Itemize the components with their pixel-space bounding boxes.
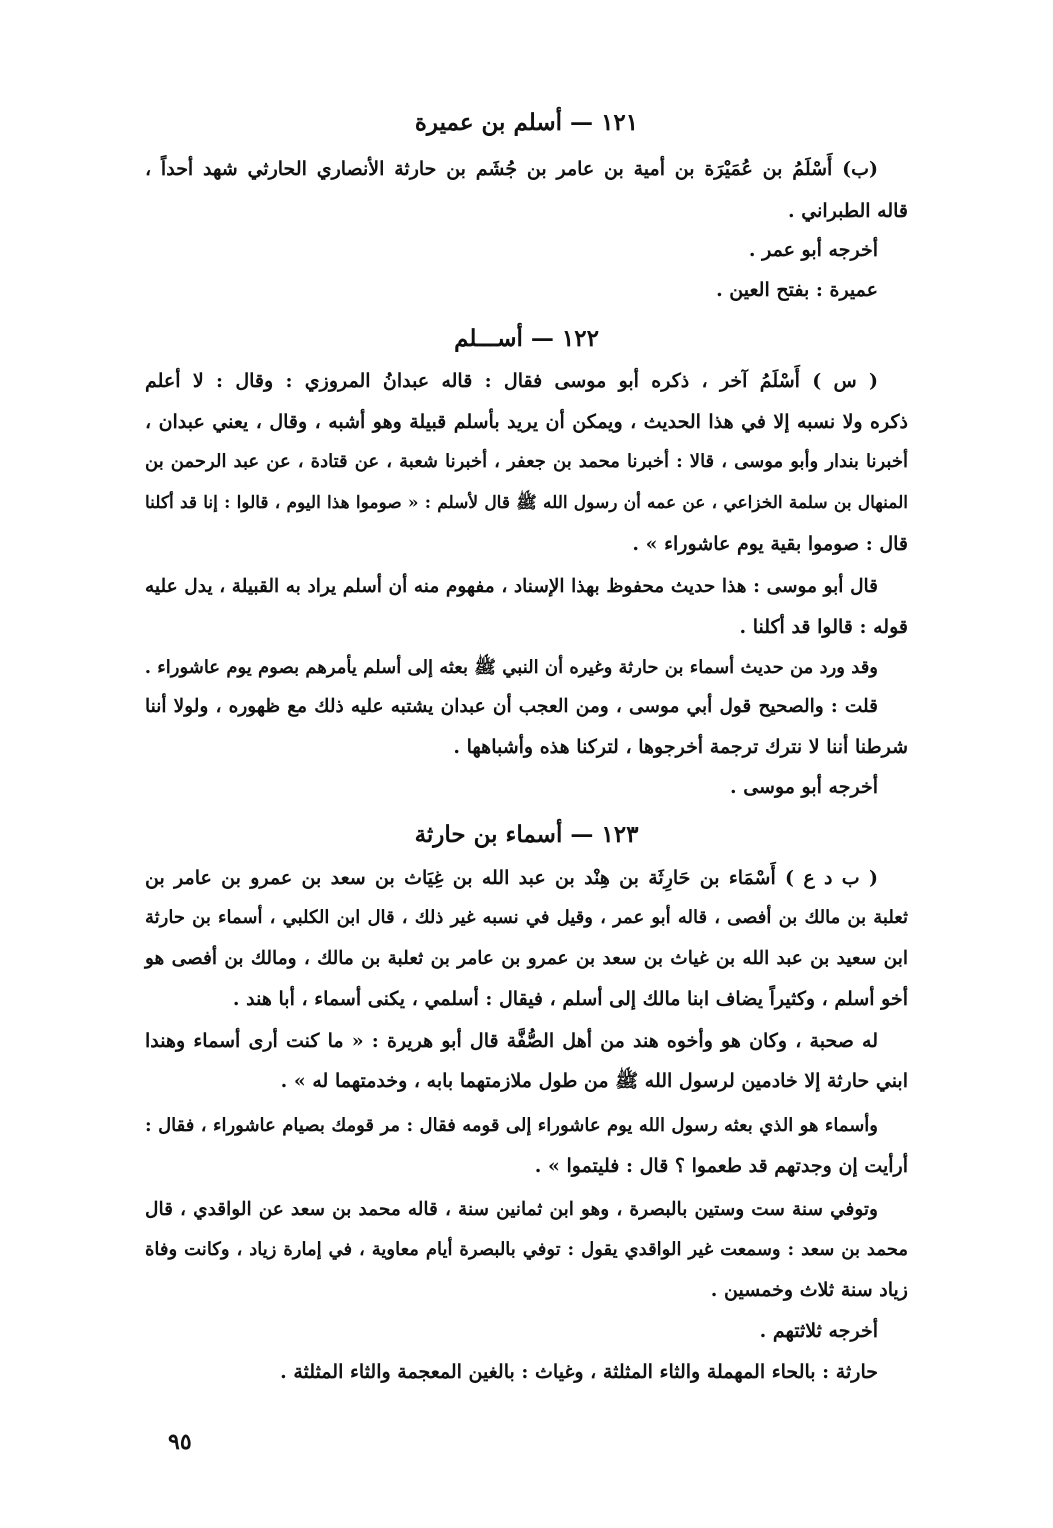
entry-title-123: ١٢٣ — أسماء بن حارثة bbox=[414, 821, 639, 848]
entry-122-line-10: شرطنا أننا لا نترك ترجمة أخرجوها ، لتركنا هذه وأشباهها . bbox=[453, 736, 908, 758]
page-number: ٩٥ bbox=[168, 1429, 192, 1455]
entry-122-line-8: وقد ورد من حديث أسماء بن حارثة وغيره أن النبي ﷺ بعثه إلى أسلم يأمرهم بصوم يوم عاشوراء . bbox=[144, 657, 878, 678]
entry-122-line-11: أخرجه أبو موسى . bbox=[729, 776, 878, 798]
entry-123-line-11: زياد سنة ثلاث وخمسين . bbox=[710, 1279, 908, 1301]
entry-123-line-3: ابن سعيد بن عبد الله بن غياث بن سعد بن عمرو بن عامر بن ثعلبة بن مالك ، ومالك بن أفصى هو bbox=[145, 948, 908, 969]
entry-122-line-9: قلت : والصحيح قول أبي موسى ، ومن العجب أن عبدان يشتبه عليه ذلك مع ظهوره ، ولولا أننا bbox=[145, 696, 878, 717]
entry-122-line-1: ( س ) أَسْلَمُ آخر ، ذكره أبو موسى فقال : قاله عبدانُ المروزي : وقال : لا أعلم bbox=[145, 370, 878, 392]
entry-122-line-2: ذكره ولا نسبه إلا في هذا الحديث ، ويمكن أن يريد بأسلم قبيلة وهو أشبه ، وقال ، يعني عبدان ، bbox=[145, 411, 908, 433]
entry-123-line-2: ثعلبة بن مالك بن أفصى ، قاله أبو عمر ، وقيل في نسبه غير ذلك ، قال ابن الكلبي ، أسماء بن حارثة bbox=[145, 907, 908, 928]
entry-123-line-12: أخرجه ثلاثتهم . bbox=[759, 1320, 878, 1342]
entry-title-122: ١٢٢ — أســـلم bbox=[454, 325, 599, 352]
entry-title-121: ١٢١ — أسلم بن عميرة bbox=[414, 109, 639, 136]
entry-123-line-6: ابني حارثة إلا خادمين لرسول الله ﷺ من طول ملازمتهما بابه ، وخدمتهما له » . bbox=[280, 1070, 908, 1092]
entry-123-line-13: حارثة : بالحاء المهملة والثاء المثلثة ، وغياث : بالغين المعجمة والثاء المثلثة . bbox=[280, 1361, 878, 1383]
entry-121-line-3: أخرجه أبو عمر . bbox=[748, 239, 878, 261]
entry-122-line-6: قال أبو موسى : هذا حديث محفوظ بهذا الإسناد ، مفهوم منه أن أسلم يراد به القبيلة ، يدل عليه bbox=[145, 576, 878, 597]
entry-123-line-1: ( ب د ع ) أَسْمَاء بن حَارِثَة بن هِنْد بن عبد الله بن غِيَاث بن سعد بن عمرو بن عامر بن bbox=[145, 867, 878, 889]
entry-123-line-5: له صحبة ، وكان هو وأخوه هند من أهل الصُّفَّة قال أبو هريرة : « ما كنت أرى أسماء وهندا bbox=[145, 1030, 878, 1052]
entry-123-line-9: وتوفي سنة ست وستين بالبصرة ، وهو ابن ثمانين سنة ، قاله محمد بن سعد عن الواقدي ، قال bbox=[145, 1199, 878, 1220]
entry-122-line-4: المنهال بن سلمة الخزاعي ، عن عمه أن رسول الله ﷺ قال لأسلم : « صوموا هذا اليوم ، قالوا : إنا قد أكلنا bbox=[145, 493, 908, 513]
entry-121-line-4: عميرة : بفتح العين . bbox=[716, 279, 878, 301]
entry-121-line-1: (ب) أَسْلَمُ بن عُمَيْرَة بن أمية بن عامر بن جُشَم بن حارثة الأنصاري الحارثي شهد أحداً ، bbox=[145, 158, 878, 180]
entry-122-line-5: قال : صوموا بقية يوم عاشوراء » . bbox=[632, 533, 908, 555]
entry-122-line-7: قوله : قالوا قد أكلنا . bbox=[739, 616, 908, 638]
entry-123-line-4: أخو أسلم ، وكثيراً يضاف ابنا مالك إلى أسلم ، فيقال : أسلمي ، يكنى أسماء ، أبا هند . bbox=[232, 988, 908, 1010]
entry-123-line-7: وأسماء هو الذي بعثه رسول الله يوم عاشوراء إلى قومه فقال : مر قومك بصيام عاشوراء ، فقال : bbox=[145, 1115, 878, 1136]
entry-123-line-10: محمد بن سعد : وسمعت غير الواقدي يقول : توفي بالبصرة أيام معاوية ، في إمارة زياد ، وكانت وفاة bbox=[145, 1239, 908, 1260]
entry-122-line-3: أخبرنا بندار وأبو موسى ، قالا : أخبرنا محمد بن جعفر ، أخبرنا شعبة ، عن قتادة ، عن عبد الرحمن بن bbox=[145, 451, 908, 472]
entry-123-line-8: أرأيت إن وجدتهم قد طعموا ؟ قال : فليتموا » . bbox=[534, 1155, 908, 1177]
entry-121-line-2: قاله الطبراني . bbox=[788, 200, 908, 222]
